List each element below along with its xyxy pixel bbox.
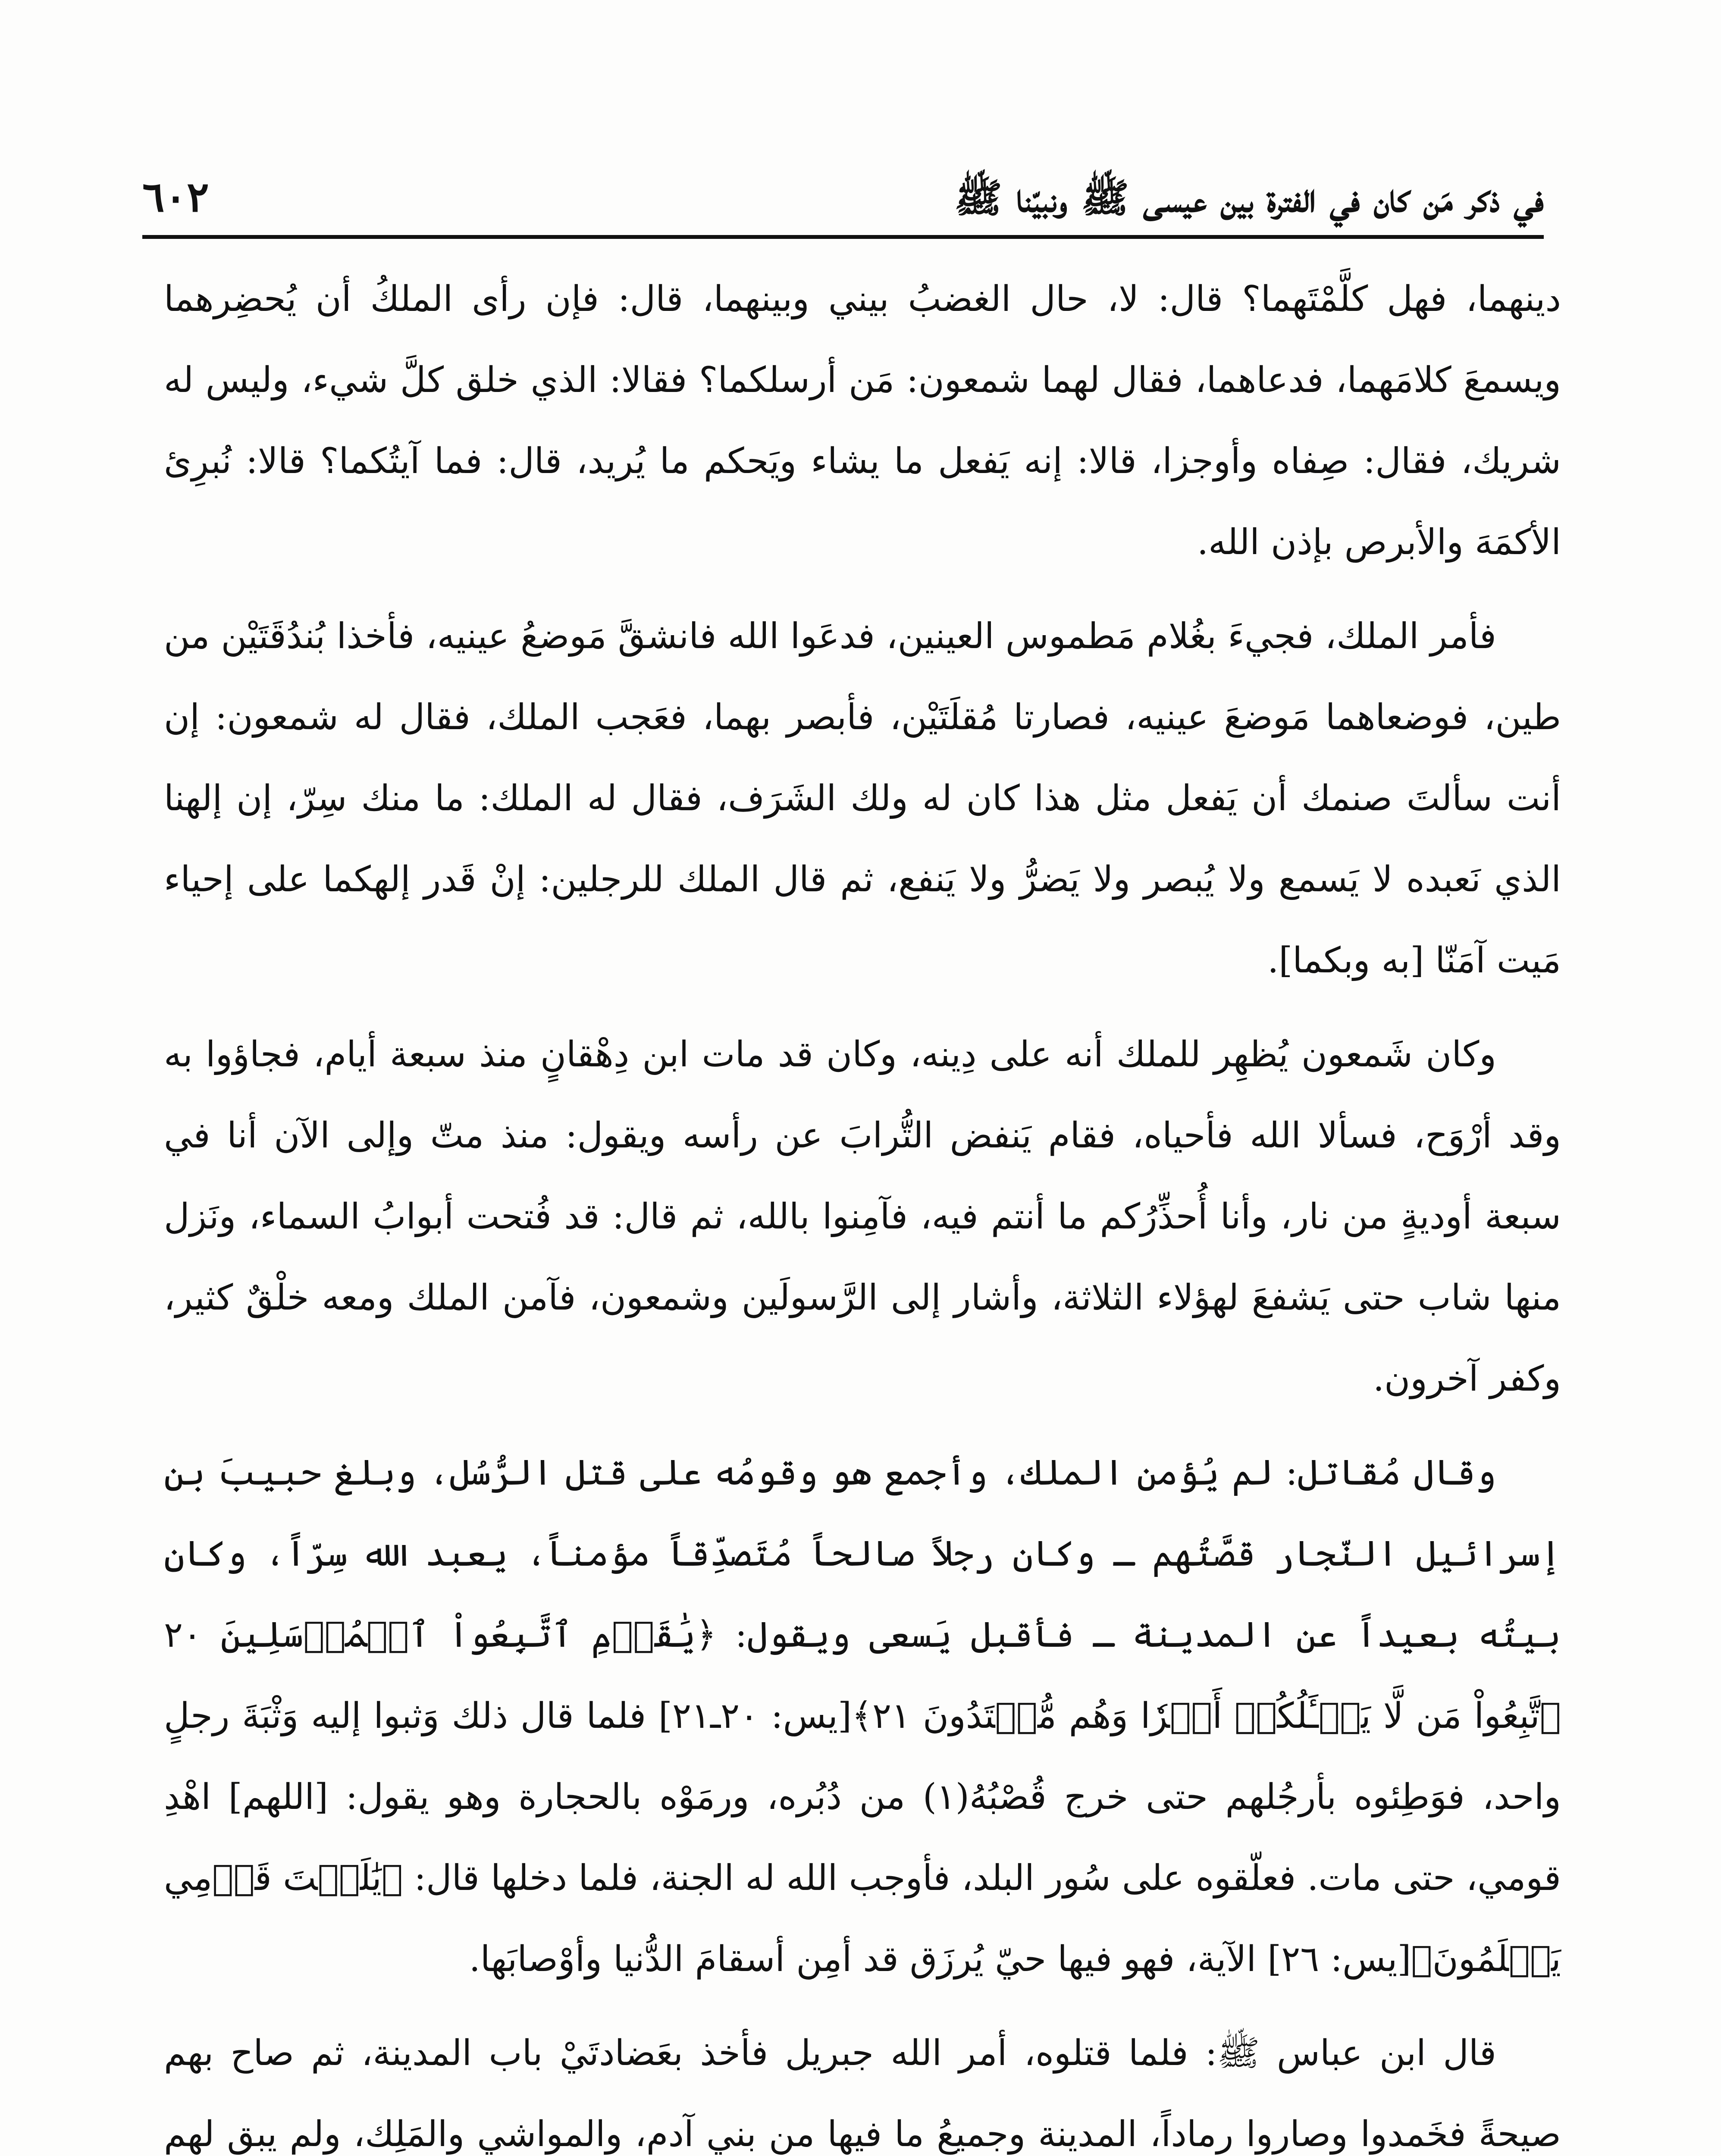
paragraph-4: وقال مُقاتل: لم يُؤمن الملك، وأجمع هو وقومُه على قتل الرُّسُل، وبلغ حبيبَ بن إسرائيل النّجار قصَّتُهم ـ وكان رجلاً صالحاً مُتَصدِّقاً مؤمناً، يعبد الله سِرّاً، وكان بيتُه بعيداً عن المدينة ـ فأقبل يَسعى ويقول: ﴿يَٰقَوۡمِ ٱتَّبِعُواْ ٱلۡمُرۡسَلِينَ ٢٠ ٱتَّبِعُواْ مَن لَّا يَسۡـَٔلُكُمۡ أَجۡرٗا وَهُم مُّهۡتَدُونَ ٢١﴾[يس: ٢٠ـ٢١] فلما قال ذلك وَثبوا إليه وَثْبَةَ رجلٍ واحد، فوَطِئوه بأرجُلهم حتى خرج قُصْبُهُ(١) من دُبُره، ورمَوْه بالحجارة وهو يقول: [اللهم] اهْدِ قومي، حتى مات. فعلّقوه على سُور البلد، فأوجب الله له الجنة، فلما دخلها قال: ﴿يَٰلَيۡتَ قَوۡمِي يَعۡلَمُونَ﴾[يس: ٢٦] الآية، فهو فيها حيّ يُرزَق قد أمِن أسقامَ الدُّنيا وأوْصابَها. — [164, 1452, 1561, 1980]
body-text — [164, 259, 1561, 2156]
page-header — [142, 155, 1544, 220]
paragraph-1: دينهما، فهل كلَّمْتَهما؟ قال: لا، حال الغضبُ بيني وبينهما، قال: فإن رأى الملكُ أن يُحضِرهما ويسمعَ كلامَهما، فدعاهما، فقال لهما شمعون: مَن أرسلكما؟ فقالا: الذي خلق كلَّ شيء، وليس له شريك، فقال: صِفاه وأوجزا، قالا: إنه يَفعل ما يشاء ويَحكم ما يُريد، قال: فما آيتُكما؟ قالا: نُبرِئ الأكمَهَ والأبرص بإذن الله. — [164, 279, 1561, 563]
running-title: في ذكر مَن كان في الفترة بين عيسى ﷺ ونبيّنا ﷺ — [954, 174, 1544, 221]
paragraph-2: فأمر الملك، فجيءَ بغُلام مَطموس العينين، فدعَوا الله فانشقَّ مَوضعُ عينيه، فأخذا بُندُقَتَيْن من طين، فوضعاهما مَوضعَ عينيه، فصارتا مُقلَتَيْن، فأبصر بهما، فعَجب الملك، فقال له شمعون: إن أنت سألتَ صنمك أن يَفعل مثل هذا كان له ولك الشَرَف، فقال له الملك: ما منك سِرّ، إن إلهنا الذي نَعبده لا يَسمع ولا يُبصر ولا يَضرُّ ولا يَنفع، ثم قال الملك للرجلين: إنْ قَدر إلهكما على إحياء مَيت آمَنّا [به وبكما]. — [164, 616, 1561, 981]
header-rule — [142, 235, 1544, 239]
paragraph-5: قال ابن عباس ﷺ: فلما قتلوه، أمر الله جبريل فأخذ بعَضادتَيْ باب المدينة، ثم صاح بهم صيحةً فخَمدوا وصاروا رماداً، المدينة وجميعُ ما فيها من بني آدم، والمواشي والمَلِك، ولم يبق لهم — [164, 2033, 1561, 2155]
page-number: ٦٠٢ — [142, 172, 209, 222]
paragraph-3: وكان شَمعون يُظهِر للملك أنه على دِينه، وكان قد مات ابن دِهْقانٍ منذ سبعة أيام، فجاؤوا به وقد أرْوَح، فسألا الله فأحياه، فقام يَنفض التُّرابَ عن رأسه ويقول: منذ متّ وإلى الآن أنا في سبعة أوديةٍ من نار، وأنا أُحذِّرُكم ما أنتم فيه، فآمِنوا بالله، ثم قال: قد فُتحت أبوابُ السماء، ونَزل منها شاب حتى يَشفعَ لهؤلاء الثلاثة، وأشار إلى الرَّسولَين وشمعون، فآمن الملك ومعه خلْقٌ كثير، وكفر آخرون. — [164, 1034, 1561, 1399]
